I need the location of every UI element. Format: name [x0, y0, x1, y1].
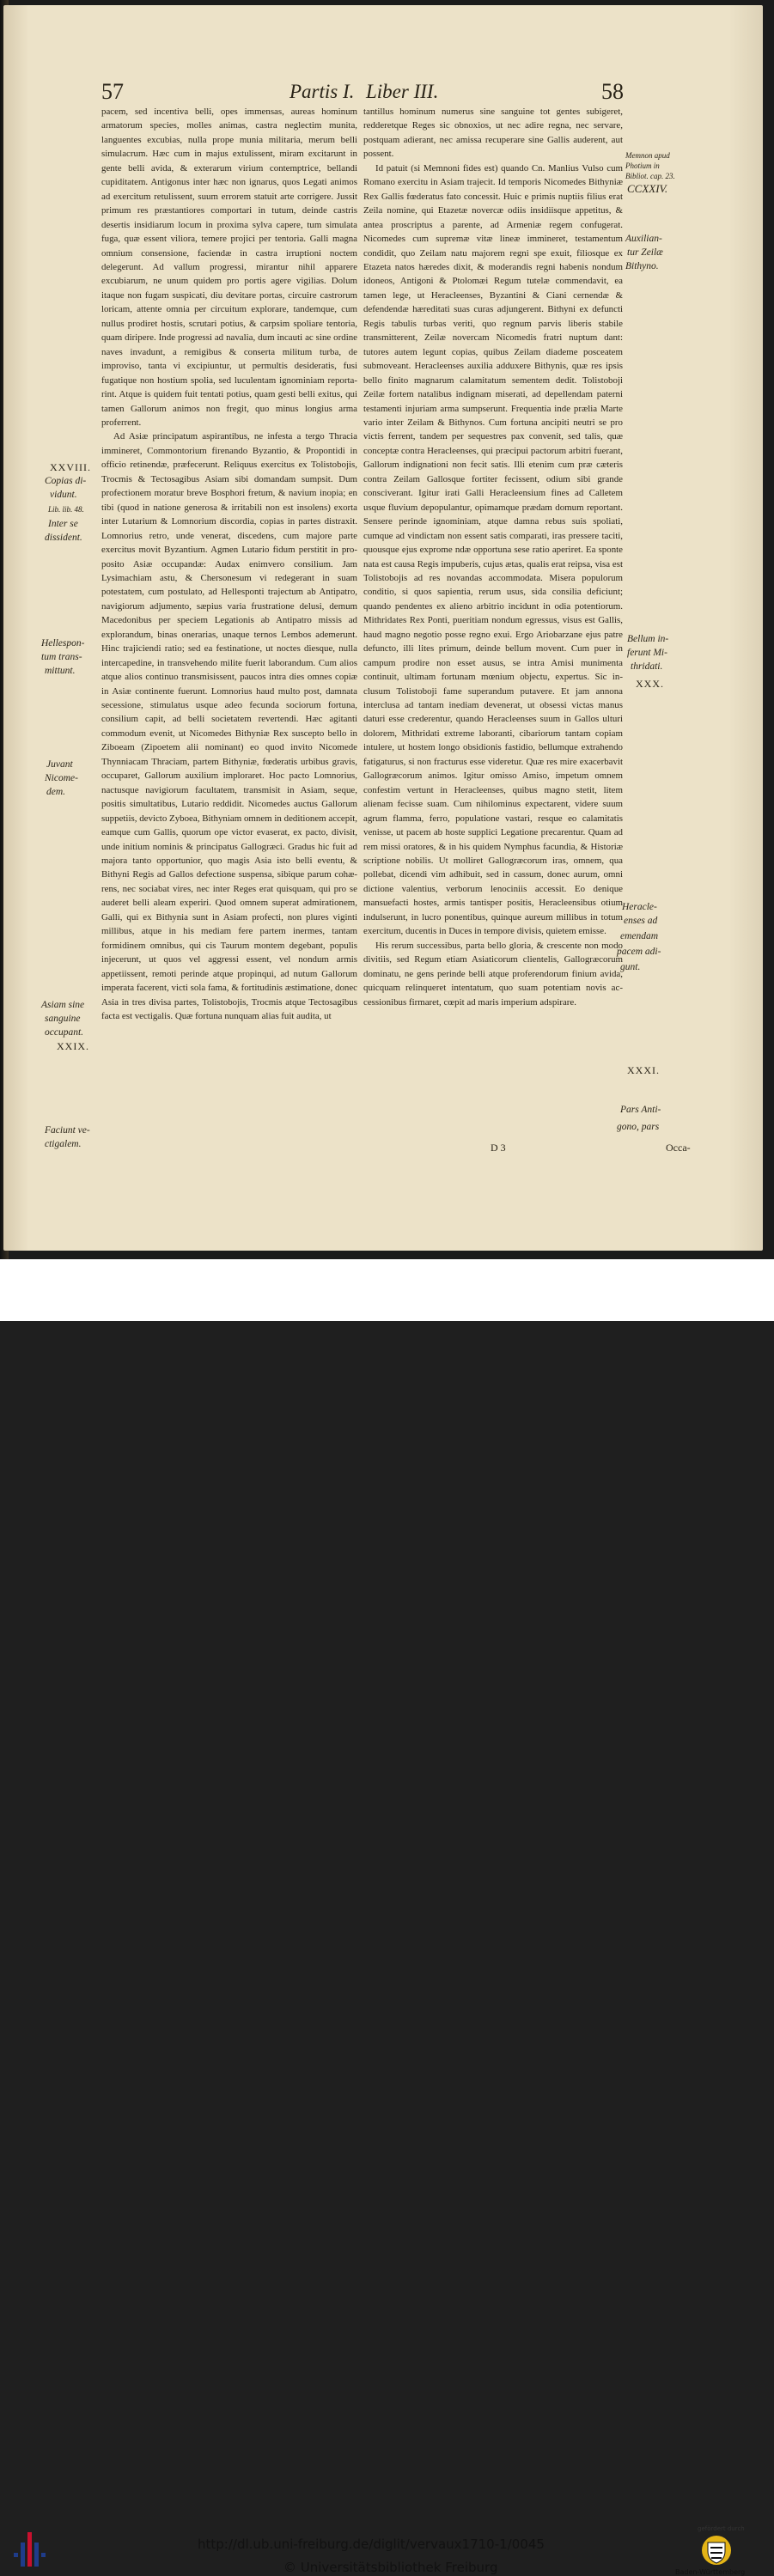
copyright-notice: © Universitätsbibliothek Freiburg	[283, 2560, 498, 2575]
margin-note: vidunt.	[50, 490, 77, 500]
funder-label: gefördert durch	[698, 2525, 745, 2532]
margin-note: thridati.	[631, 661, 663, 672]
paragraph: Id patuit (si Memnoni fides est) quando Cn. Manlius Vulso cum Romano exercitu in Asiam trajecit. Id temporis Nicomedes Bithyniæ Rex Gallis fœderatus fato concessit. Huic e primis nuptiis filius erat Zeila nomine, qui Etazetæ novercæ odiis insidiisque appetitus, & antea proscriptus a parente, ad Armeniæ regem confugerat. Nicomedes cum supremæ vitæ lineæ immineret, testamentum condidit, quo Zeilam natu majorem regni spe exuit, filiosque ex Etazeta natos hæredes dixit, & moderandis regni habenis nondum idoneos, Antigoni & Ptolomæi Regum tutelæ commendavit, ea tamen lege, ut Heracleenses, Byzantini & Ciani cernendæ & defendendæ hæreditati suas curas adjungerent. Bithyni ex defuncti Regis tabulis turbas veriti, quo regnum parvis liberis stabile transmitterent, Zeilæ novercam Nicomedis fratri nuptum dant: tutores autem legunt copias, quibus Zeilam diademe posceatem submoveant. Heracleenses auxilia adduxere Bithynis, quæ res ipsis bello finito magnarum calamitatum sementem dedit. Tolistoboji Zeilæ fortem natalibus indignam miserati, ad depellendam paterni testamenti injuriam arma sumpserunt. Frequentia inde prælia Marte vario inter Zeilam & Bithynos. Cum fortuna ancipiti neutri se pro victis ferrent, tandem per sequestres pax convenit, sed talis, quæ conceptæ contra Heracleenses, qui præcipui pactorum arbitri fuerant, Gallorum indignationi non fecit satis. Illi etenim cum præ cæteris contra Zeilam Gallosque fortiter fecissent, odium sibi grande consciverant. Igitur irati Galli Heracleensium fines ad Calletem usque fluvium depopulantur, opimamque prædam domum reportant. Sensere perinde ignominiam, atque damna rebus suis spoliati, cumque ad vindictam non essent satis comparati, iras pressere taciti, quousque ejus exprome ndæ opportuna sese ratio aperiret. Ea sponte nata est causa Regis impuberis, cujus ætas, qualis erat reipsa, visa est Tolistobojis ad res novandas accommodata. Misera populorum conditio, si quos sapientia, rerum usus, sida consilia deficiunt; quando pendentes ex alieno arbitrio incidunt in odia potentiorum. Mithridates Rex Ponti, pueritiam nondum egressus, visus est Gallis, haud magno negotio posse regno exui. Ergo Ariobarzane ejus patre defuncto, illi lites primum, deinde bellum movent. Cum puer in campum prodire non esset ausus, se intra Amisi munimenta continuit, ultimam fortunam mœnium objectu, expertus. Sic inclusum Tolistoboji fame superandum putavere. Et jam annona interclusa ad tantam inediam devenerat, ut obsessi victas manus daturi esse crederentur, quando Heracleenses suum in Gallos ulturi dolorem, Mithridati extreme laboranti, cibariorum tantam copiam intulere, ut hostem longo obsidionis fastidio, bellumque extrahendo fatigaturus, si non fracturus esse videretur. Quæ res mire exacerbavit Gallogræcorum animos. Igitur omisso Amiso, impetum omnem confestim vertunt in Heracleenses, quibus magno stetit, litem alienam fecisse suam. Cum nihilominus expectarent, videre suum agrum flamma, ferro, populatione vastari, resque eo calamitatis venisse, ut pacem ab hoste supplici Legatione precarentur. Quam ad rem missi oratores, & in his quidem Nymphus facundia, & Historiæ scriptione nobilis. Ut molliret Gallogræcorum iras, omnem, qua pollebat, dicendi vim adhibuit, sed in cassum, donec aurum, omni dictione valentius, verborum lenociniis accessit. Eo denique mansuefacti hostes, armis tantisper positis, Heracleensibus otium indulserunt, in lucro ponentibus, quinque aureum millibus in totum exercitum, ducentis in Duces in tempore divisis, quietem emisse.	[363, 162, 623, 937]
margin-note: gunt.	[620, 962, 641, 972]
margin-section-number: XXX.	[636, 678, 664, 690]
running-title-part: Partis I.	[289, 81, 355, 102]
margin-note: occupant.	[45, 1027, 84, 1038]
page-number-left: 57	[101, 79, 124, 104]
book-page	[3, 5, 763, 1251]
university-library-logo-icon	[12, 2530, 46, 2570]
margin-note: tum trans-	[41, 652, 82, 662]
paragraph: tantillus hominum numerus sine sanguine tot gentes subigeret, redderetque Reges sic obnoxios, ut nec adire regna, nec servare, postquam adierant, nec amissa recuperare sine Gallis auderent, aut possent.	[363, 107, 623, 160]
margin-note: pacem adi-	[617, 947, 661, 957]
margin-note: Faciunt ve-	[45, 1125, 90, 1136]
paragraph: Ad Asiæ principatum aspirantibus, ne infesta a tergo Thracia immineret, Commontorium firenando Byzantio, & Propontidi in officio retinendæ, præfecerunt. Reliquus exercitus ex Tolistobojis, Trocmis & Tectosagibus Asiam sibi domandam sumpsit. Dum profectionem moratur breve Bosphori fretum, & navium inopia; en tibi (quod in natione generosa & irritabili non est insolens) exorta inter Lutarium & Lomnorium discordia, copias in partes distraxit. Lomnorius retro, unde venerat, discedens, cum majore parte exercitus movit Byzantium. Agmen Lutario fidum perstitit in proposito Asiæ occupandæ: Audax enimvero consilium. Jam Lysimachiam astu, & Chersonesum vi redegerant in suam potestatem, cum postulato, ad Hellesponti trajectum ab Antipatro, navigiorum adjumento, sæpius varia frustratione delusi, demum Macedonibus per speciem Legationis ab Antipatro missis ad explorandum, binas onerarias, unaque ternos Lembos ademerunt. Hinc trajiciendi ratio; sed ea festinatione, ut noctes diesque, nulla intercapedine, in transvehendo milite fuerit laborandum. Cum alios atque alios continuo transmisissent, paucos intra dies omnes copiæ in Asiæ continente fuerunt. Lomnorius haud multo post, damnata secessione, stimulatus usque adeo fecunda sociorum fortuna, consilium capit, ad belli societatem revertendi. Hæc agitanti commodum evenit, ut Nicomedes Bithyniæ Rex suscepto bello in Ziboeam (Zipoetem alii nominant) eo quod invito Nicomede Thynniacam Thraciam, partem Bithyniæ, fœderatis urbibus gravis, occuparet, Gallorum auxilium imploraret. Hoc pacto Lomnorius, nactusque navigiorum facultatem, transmisit in Asiam, seque, positis simultatibus, Lutario reddidit. Nicomedes auctus Gallorum suppetiis, devicto Zyboea, Bithyniam omnem in deditionem accepit, eamque cum Gallis, quorum ope victor evaserat, ex pacto, divisit, unde initium nominis & principatus Gallogræci. Gradus hic fuit ad majora tanto opportunior, quo magis Asia isto belli eventu, & Bithyni Regis ad Gallos defectione suspensa, sibique parum cohærens, nec sociabat vires, nec inter Reges erat quisquam, qui pro se auderet belli aleam experiri. Quod omnem superat admirationem, Galli, qui ex Bithynia sunt in Asiam profecti, non plures viginti millibus, atque in his mediam fere partem inermes, tantam formidinem omnibus, qui cis Taurum montem degebant, populis injecerunt, ut quos vel aggressi essent, vel nondum armis appetiissent, remoti perinde atque propinqui, ad nutum Gallorum imperata facerent, victi sola fama, & fortitudinis æstimatione, donec Asia in tres divisa partes, Tolistobojis, Trocmis atque Tectosagibus facta est vectigalis. Quæ fortuna nunquam alias fuit audita, ut	[101, 431, 357, 1021]
margin-note: emendam	[620, 931, 659, 941]
margin-note: enses ad	[624, 916, 658, 926]
page-number-right: 58	[601, 79, 624, 104]
baden-wuerttemberg-crest-icon	[699, 2534, 734, 2567]
margin-note: mittunt.	[45, 666, 76, 676]
margin-note: Inter se	[48, 519, 78, 529]
funder-name: Baden-Württemberg	[675, 2568, 746, 2576]
margin-note: ctigalem.	[45, 1139, 82, 1149]
margin-note: ferunt Mi-	[627, 648, 667, 658]
margin-note: Auxilian-	[625, 234, 662, 244]
margin-note: gono, pars	[617, 1122, 660, 1132]
margin-section-number: CCXXIV.	[627, 182, 668, 195]
permalink-url[interactable]: http://dl.ub.uni-freiburg.de/diglit/vervaux1710-1/0045	[198, 2536, 545, 2552]
margin-note: sanguine	[45, 1014, 81, 1024]
margin-reference: Photium in	[625, 161, 660, 170]
running-title-book: Liber III.	[366, 81, 439, 102]
margin-note: Asiam sine	[41, 1000, 85, 1010]
paragraph: pacem, sed incentiva belli, opes immensas, aureas hominum armatorum species, molles animas, castra neglectim munita, languentes excubias, nulla prope munia militaria, merum belli simulacrum. Hæc cum in majus extulissent, miram excitarunt in gente belli avida, & exterarum virium contemptrice, bellandi cupiditatem. Antigonus inter hæc non ignarus, quos Legati animos ad exercitum retulissent, suum errorem statuit arte corrigere. Jussit primum res præstantiores comportari in tutum, deinde castris desertis insidiarum locum in proxima sylva capere, tum simulata fuga, quæ essent viliora, temere projici per tentoria. Galli magna omnium consensione, faciendæ in castra irruptioni noctem delegerunt. Ad vallum progressi, mirantur nihil apparere excubiarum, ne unum quidem pro portis agere vigilias. Dolum itaque non fugam suspicati, diu devitare portas, circuire castrorum loricam, attente omnia per circuitum explorare, tandemque, cum nullus prodiret hostis, scrutari potius, & carpsim spoliare tentoria, quam diripere. Inde progressi ad navalia, dum incauti ac sine ordine naves invadunt, a remigibus & conserta militum turba, de improviso, tanta vi excipiuntur, ut permultis desideratis, fusi fugatique non hostium spolia, sed luculentam ignominiam reportarint. Atque is quidem fuit tentati potius, quam gesti belli exitus, qui tamen Gallorum animos non fregit, quo minus longius arma proferrent.	[101, 107, 357, 428]
margin-note: Bithyno.	[625, 261, 659, 271]
margin-section-number: XXXI.	[627, 1064, 660, 1076]
signature-mark: D 3	[491, 1142, 506, 1154]
margin-note: Juvant	[46, 759, 73, 770]
left-text-column	[101, 105, 357, 1023]
margin-section-number: XXVIII.	[50, 461, 91, 473]
margin-note: dem.	[46, 787, 66, 797]
margin-section-number: XXIX.	[57, 1040, 89, 1052]
margin-reference: Lib. lib. 48.	[48, 505, 84, 514]
margin-reference: Bibliot. cap. 23.	[625, 172, 675, 180]
catchword: Occa-	[666, 1142, 691, 1154]
paragraph: His rerum successibus, parta bello gloria, & crescente non modo divitiis, sed Regum etiam Asiaticorum clientelis, Gallogræcorum dominatu, ne gens perinde belli atque proferendorum finium avida, quicquam relinqueret intentatum, quo suam potentiam novis accessionibus firmaret, cœpit ad maris imperium adspirare.	[363, 940, 623, 1008]
scan-area	[0, 0, 774, 1259]
right-text-column	[363, 105, 623, 1009]
margin-reference: Memnon apud	[625, 151, 670, 160]
margin-note: Heracle-	[622, 902, 657, 912]
viewer-footer	[0, 1259, 774, 2576]
margin-note: Pars Anti-	[620, 1105, 661, 1115]
margin-note: Copias di-	[45, 476, 87, 486]
margin-note: dissident.	[45, 533, 82, 543]
margin-note: tur Zeilæ	[627, 247, 663, 258]
margin-note: Bellum in-	[627, 634, 669, 644]
margin-note: Hellespon-	[41, 638, 85, 649]
margin-note: Nicome-	[45, 773, 78, 783]
